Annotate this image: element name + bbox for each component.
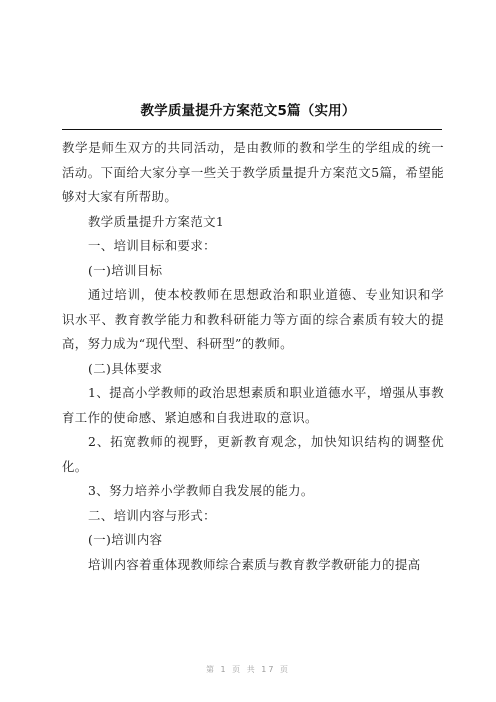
goal-paragraph: 通过培训，使本校教师在思想政治和职业道德、专业知识和学识水平、教育教学能力和教科研能力等方面的综合素质有较大的提高，努力成为“现代型、科研型”的教师。	[62, 287, 444, 351]
content-paragraph: 培训内容着重体现教师综合素质与教育教学教研能力的提高	[88, 556, 421, 572]
page-footer: 第 1 页 共 17 页	[206, 665, 290, 674]
section-heading: 教学质量提升方案范文1	[88, 213, 225, 229]
document-title: 教学质量提升方案范文5篇（实用）	[140, 103, 356, 119]
subheading-content: (一)培训内容	[88, 532, 163, 547]
subheading-requirements: (二)具体要求	[88, 360, 163, 376]
heading-training-goals: 一、培训目标和要求：	[88, 238, 216, 253]
subheading-goal: (一)培训目标	[88, 262, 163, 278]
heading-training-content: 二、培训内容与形式：	[88, 507, 216, 523]
requirement-item-3: 3、努力培养小学教师自我发展的能力。	[88, 483, 314, 498]
document-body	[62, 136, 444, 577]
intro-paragraph: 教学是师生双方的共同活动，是由教师的教和学生的学组成的统一活动。下面给大家分享一些关于教学质量提升方案范文5篇，希望能够对大家有所帮助。	[62, 140, 444, 204]
title-divider	[62, 129, 442, 130]
requirement-item-2: 2、拓宽教师的视野，更新教育观念，加快知识结构的调整优化。	[62, 434, 444, 474]
requirement-item-1: 1、提高小学教师的政治思想素质和职业道德水平，增强从事教育工作的使命感、紧迫感和自我进取的意识。	[62, 385, 444, 425]
